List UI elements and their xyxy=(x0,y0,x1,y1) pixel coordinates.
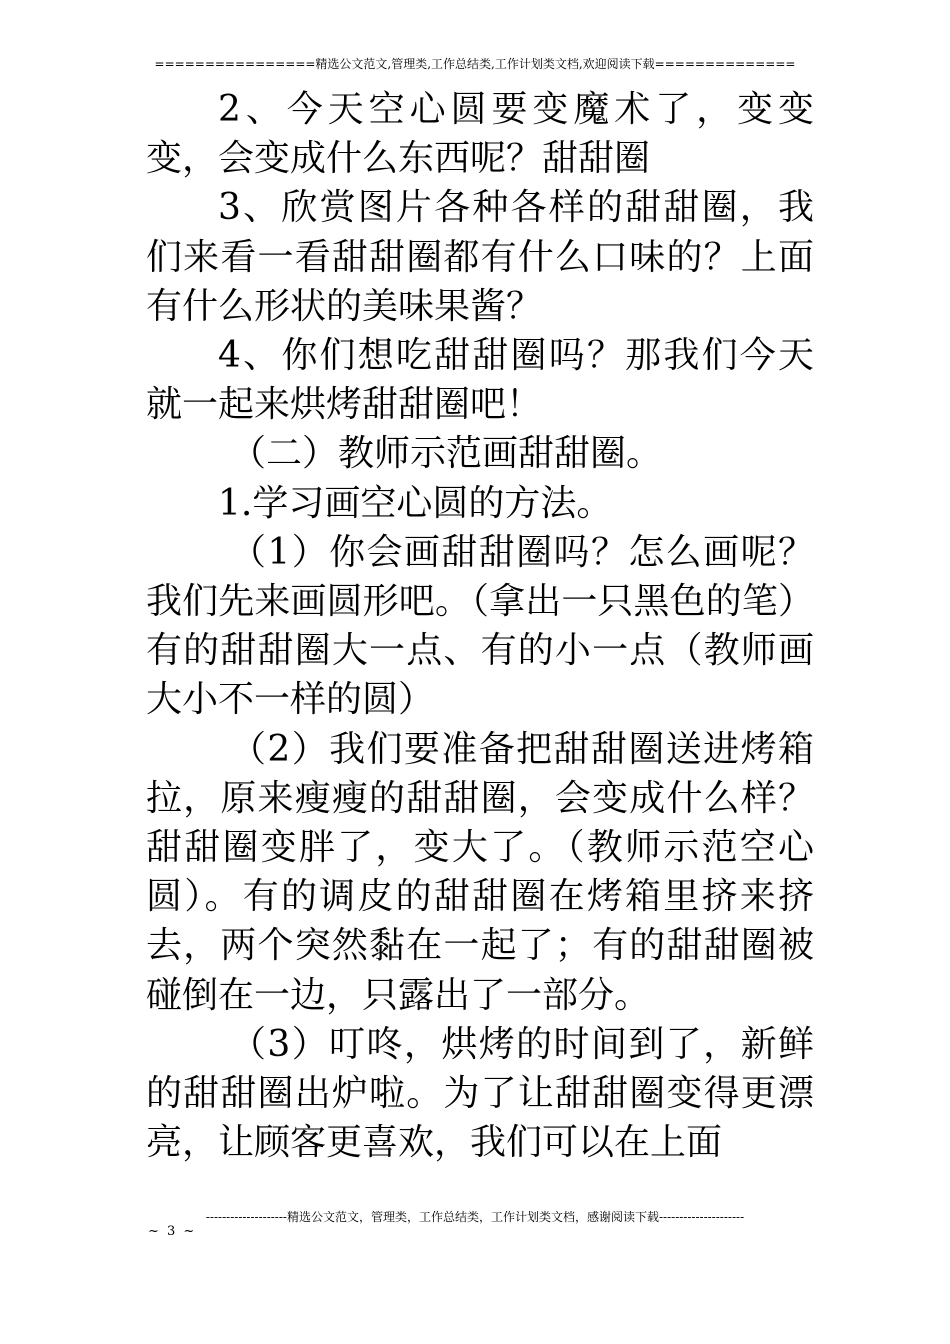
paragraph-item-3: 3、欣赏图片各种各样的甜甜圈，我们来看一看甜甜圈都有什么口味的？上面有什么形状的美味果酱？ xyxy=(146,187,814,327)
document-body xyxy=(146,85,814,1167)
footer-banner: --------------------精选公文范文，管理类，工作总结类，工作计划类文档，感谢阅读下载--------------------- xyxy=(205,1210,745,1224)
page-number: ~ 3 ~ xyxy=(148,1224,197,1239)
subsection-heading: 1.学习画空心圆的方法。 xyxy=(218,482,613,524)
paragraph-step-1: （1）你会画甜甜圈吗？怎么画呢？我们先来画圆形吧。（拿出一只黑色的笔）有的甜甜圈大一点、有的小一点（教师画大小不一样的圆） xyxy=(146,531,814,721)
paragraph-step-3: （3）叮咚，烘烤的时间到了，新鲜的甜甜圈出炉啦。为了让甜甜圈变得更漂亮，让顾客更喜欢，我们可以在上面 xyxy=(146,1023,814,1164)
paragraph-step-2: （2）我们要准备把甜甜圈送进烤箱拉，原来瘦瘦的甜甜圈，会变成什么样？甜甜圈变胖了，变大了。（教师示范空心圆）。有的调皮的甜甜圈在烤箱里挤来挤去，两个突然黏在一起了；有的甜甜圈被碰倒在一边，只露出了一部分。 xyxy=(146,728,814,1016)
paragraph-item-2: 2、今天空心圆要变魔术了，变变变，会变成什么东西呢？甜甜圈 xyxy=(146,89,814,180)
paragraph-item-4: 4、你们想吃甜甜圈吗？那我们今天就一起来烘烤甜甜圈吧！ xyxy=(146,335,814,426)
header-banner: ================精选公文范文,管理类,工作总结类,工作计划类文档,欢迎阅读下载============== xyxy=(154,57,796,71)
section-heading: （二）教师示范画甜甜圈。 xyxy=(230,433,663,475)
